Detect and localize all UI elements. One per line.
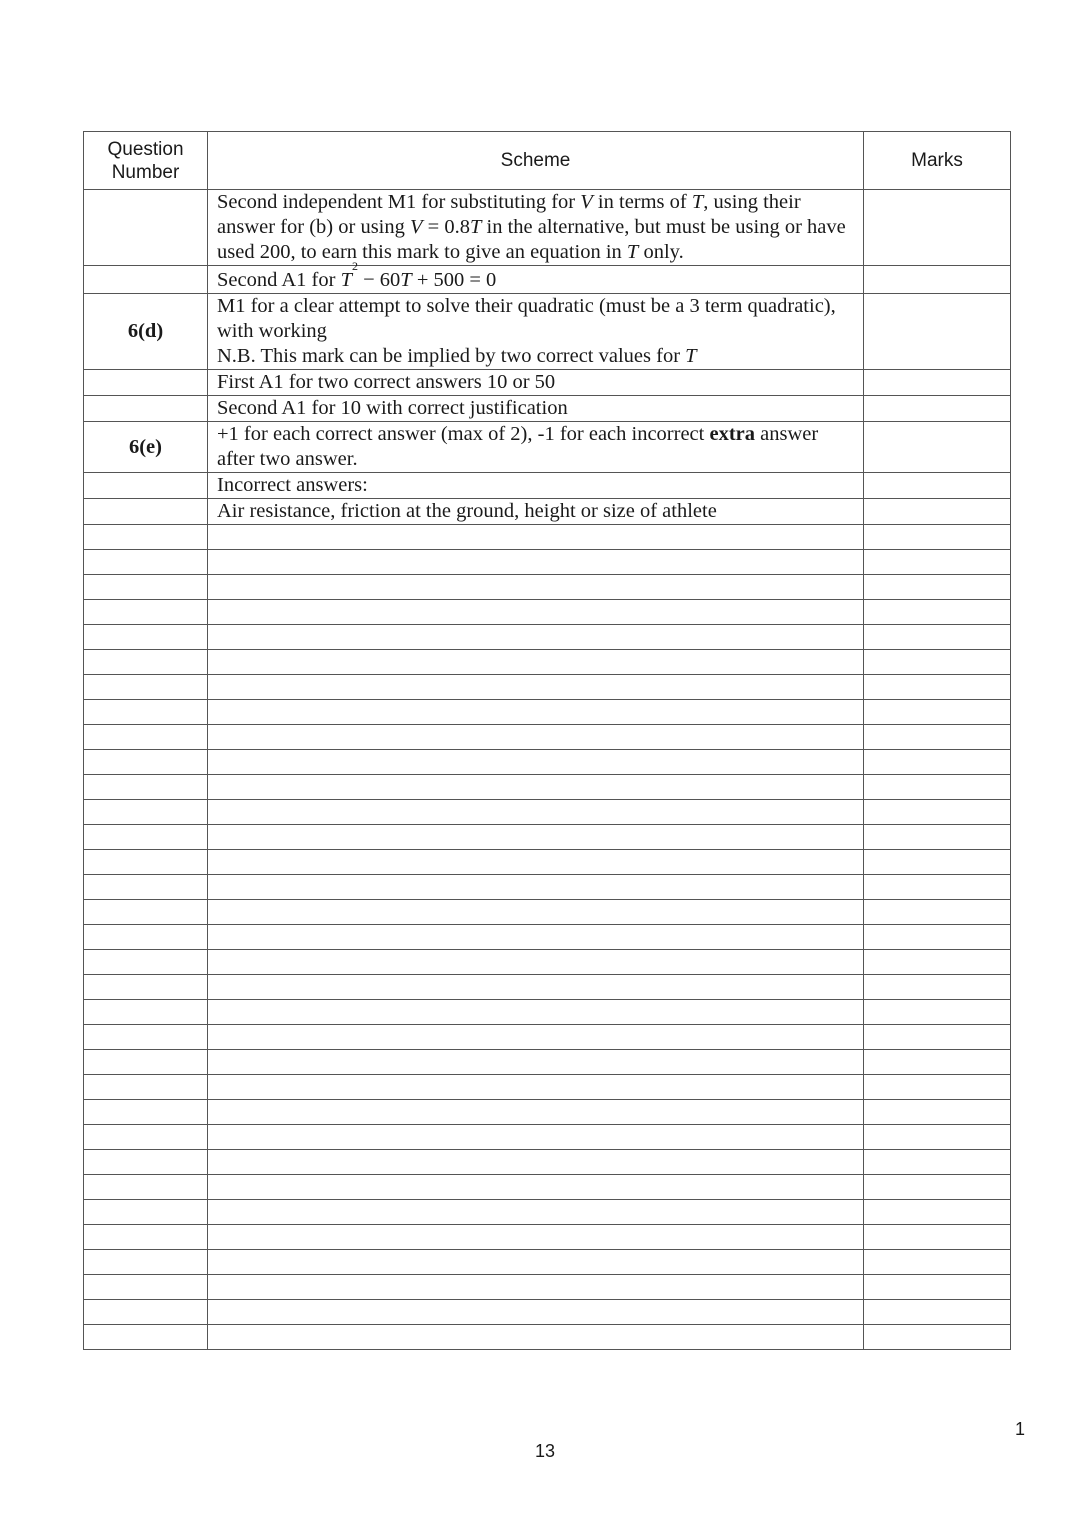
question-number-cell [84,600,208,625]
scheme-text: +1 for each correct answer (max of 2), -1 for each incorrect [217,423,710,445]
empty-table-row [84,1025,1011,1050]
scheme-cell [208,1250,864,1275]
scheme-cell [208,800,864,825]
marks-cell [864,294,1011,370]
empty-table-row [84,975,1011,1000]
marks-cell [864,396,1011,422]
marks-cell [864,1200,1011,1225]
scheme-cell [208,650,864,675]
empty-table-row [84,800,1011,825]
question-number-cell [84,1275,208,1300]
table-row [84,266,1011,294]
empty-table-row [84,875,1011,900]
scheme-var: V [410,216,423,238]
question-number-cell [84,473,208,499]
scheme-cell [208,1075,864,1100]
scheme-cell [208,875,864,900]
scheme-cell [208,1325,864,1350]
question-number-cell [84,825,208,850]
scheme-text: Second independent M1 for substituting for [217,191,581,213]
table-header-row [84,132,1011,190]
question-number-cell [84,525,208,550]
question-number-cell [84,675,208,700]
table-row [84,499,1011,525]
empty-table-row [84,750,1011,775]
table-row [84,190,1011,266]
scheme-cell [208,1050,864,1075]
scheme-cell: Incorrect answers: [208,473,864,499]
marks-cell [864,850,1011,875]
scheme-cell [208,259,864,294]
question-number-cell [84,1025,208,1050]
marks-cell [864,1075,1011,1100]
scheme-cell [208,750,864,775]
marks-cell [864,975,1011,1000]
question-number-cell [84,370,208,396]
empty-table-row [84,950,1011,975]
marks-cell [864,1050,1011,1075]
scheme-cell [208,575,864,600]
question-number-cell [84,1300,208,1325]
empty-table-row [84,1050,1011,1075]
marks-cell [864,473,1011,499]
question-number-cell: 6(d) [84,294,208,370]
question-number-cell [84,725,208,750]
scheme-cell [208,1200,864,1225]
header-marks: Marks [864,132,1011,190]
scheme-cell [208,675,864,700]
empty-table-row [84,575,1011,600]
scheme-cell [208,975,864,1000]
marks-cell [864,925,1011,950]
empty-table-row [84,1250,1011,1275]
question-number-cell [84,1050,208,1075]
question-number-cell [84,550,208,575]
empty-table-row [84,600,1011,625]
scheme-cell [208,422,864,473]
question-number-cell [84,1100,208,1125]
question-number-cell [84,1075,208,1100]
marks-cell [864,525,1011,550]
empty-table-row [84,850,1011,875]
empty-table-row [84,1225,1011,1250]
scheme-text: in terms of [592,191,692,213]
scheme-emphasis: extra [709,423,756,445]
corner-number: 1 [1015,1419,1026,1439]
question-number-cell [84,1125,208,1150]
empty-table-row [84,675,1011,700]
marks-cell [864,650,1011,675]
question-number-cell [84,900,208,925]
empty-table-row [84,700,1011,725]
scheme-text: in the alternative, but must be using or have used 200, to earn this mark to give an equation in [217,216,846,263]
scheme-text: M1 for a clear attempt to solve their quadratic (must be a 3 term quadratic), with working [217,295,836,342]
question-number-cell [84,875,208,900]
header-question-number: Question Number [84,132,208,190]
marks-cell [864,950,1011,975]
scheme-cell [208,625,864,650]
table-row [84,294,1011,370]
question-number-cell [84,499,208,525]
question-number-cell [84,190,208,266]
quadratic-equation [340,259,497,291]
marks-cell [864,1225,1011,1250]
empty-table-row [84,725,1011,750]
marks-cell [864,1125,1011,1150]
question-number-cell [84,650,208,675]
scheme-cell [208,550,864,575]
empty-table-row [84,1100,1011,1125]
question-number-cell [84,1225,208,1250]
scheme-cell [208,1100,864,1125]
header-scheme: Scheme [208,132,864,190]
question-number-cell: 6(e) [84,422,208,473]
scheme-var: T [685,345,697,367]
table-row [84,370,1011,396]
scheme-text: , using their answer for (b) or using [217,191,801,238]
question-number-cell [84,1200,208,1225]
marks-cell [864,875,1011,900]
marks-cell [864,1325,1011,1350]
table-row [84,396,1011,422]
eq-term: + 500 [416,269,465,291]
scheme-cell [208,600,864,625]
marks-cell [864,825,1011,850]
marks-cell [864,900,1011,925]
marks-cell [864,700,1011,725]
scheme-cell [208,725,864,750]
empty-table-row [84,1175,1011,1200]
eq-term: − 60 [363,269,401,291]
scheme-cell [208,1225,864,1250]
scheme-var: T [469,216,482,238]
question-number-cell [84,775,208,800]
question-number-cell [84,575,208,600]
marks-cell [864,1175,1011,1200]
marks-cell [864,600,1011,625]
question-number-cell [84,625,208,650]
scheme-cell [208,1150,864,1175]
marks-cell [864,575,1011,600]
question-number-cell [84,1325,208,1350]
empty-table-row [84,625,1011,650]
marks-cell [864,1275,1011,1300]
question-number-cell [84,950,208,975]
question-number-cell [84,975,208,1000]
marks-cell [864,370,1011,396]
marks-cell [864,1000,1011,1025]
empty-table-row [84,925,1011,950]
question-number-cell [84,1000,208,1025]
scheme-var: T [691,191,704,213]
eq-term: = 0 [469,269,497,291]
marks-cell [864,266,1011,294]
empty-table-row [84,900,1011,925]
empty-table-row [84,550,1011,575]
question-number-cell [84,925,208,950]
marks-cell [864,800,1011,825]
marks-cell [864,725,1011,750]
marks-cell [864,190,1011,266]
eq-var: T [400,269,412,291]
marks-cell [864,1100,1011,1125]
marks-cell [864,750,1011,775]
scheme-cell [208,900,864,925]
empty-table-row [84,1075,1011,1100]
question-number-cell [84,750,208,775]
eq-var: T [340,269,352,291]
page-number: 13 [534,1441,556,1461]
empty-table-row [84,1300,1011,1325]
scheme-cell [208,925,864,950]
marks-cell [864,1150,1011,1175]
empty-table-row [84,1325,1011,1350]
marks-cell [864,1250,1011,1275]
marks-cell [864,625,1011,650]
marks-cell [864,422,1011,473]
marks-cell [864,499,1011,525]
empty-table-row [84,1125,1011,1150]
empty-table-row [84,1000,1011,1025]
question-number-cell [84,266,208,294]
marks-cell [864,1300,1011,1325]
empty-table-row [84,1275,1011,1300]
marks-cell [864,550,1011,575]
scheme-var: T [626,241,639,263]
scheme-cell: Air resistance, friction at the ground, height or size of athlete [208,499,864,525]
question-number-cell [84,1250,208,1275]
scheme-text: answer after two answer. [217,423,819,470]
empty-table-row [84,1150,1011,1175]
scheme-cell [208,775,864,800]
scheme-cell [208,190,864,266]
marks-cell [864,675,1011,700]
table-row [84,473,1011,499]
scheme-text: Second A1 for [217,269,341,291]
empty-table-row [84,650,1011,675]
question-number-cell [84,396,208,422]
question-number-cell [84,800,208,825]
scheme-var: V [580,191,593,213]
table-row [84,422,1011,473]
scheme-cell: Second A1 for 10 with correct justification [208,396,864,422]
scheme-cell [208,1175,864,1200]
empty-table-row [84,1200,1011,1225]
scheme-cell [208,1300,864,1325]
mark-scheme-table [83,131,1011,1350]
empty-table-row [84,825,1011,850]
scheme-cell [208,525,864,550]
scheme-cell [208,700,864,725]
scheme-cell: First A1 for two correct answers 10 or 50 [208,370,864,396]
scheme-cell [208,1025,864,1050]
scheme-text: only. [638,241,684,263]
question-number-cell [84,1175,208,1200]
empty-table-row [84,525,1011,550]
marks-cell [864,1025,1011,1050]
marks-cell [864,775,1011,800]
scheme-cell [208,294,864,370]
scheme-cell [208,850,864,875]
scheme-cell [208,825,864,850]
scheme-cell [208,1125,864,1150]
scheme-cell [208,1275,864,1300]
question-number-cell [84,850,208,875]
question-number-cell [84,1150,208,1175]
scheme-cell [208,1000,864,1025]
scheme-cell [208,950,864,975]
eq-exponent: 2 [351,259,358,273]
scheme-text: N.B. This mark can be implied by two correct values for [217,345,686,367]
scheme-text: = 0.8 [422,216,470,238]
question-number-cell [84,700,208,725]
empty-table-row [84,775,1011,800]
